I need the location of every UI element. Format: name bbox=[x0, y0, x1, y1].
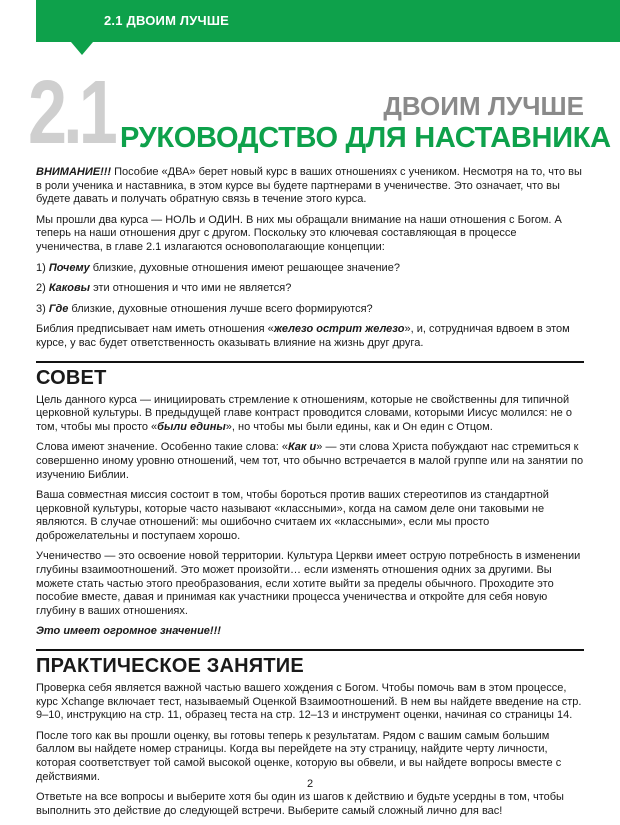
advice-paragraph-3: Ваша совместная миссия состоит в том, чтобы бороться против ваших стереотипов из стандартной церковной культуры, которые часто называют «классными», когда на самом деле они таковыми не являются. В случае отношений: мы ошибочно считаем их «классными», если мы просто доброжелательны и поступаем хорошо. bbox=[36, 489, 549, 542]
section-label: 2.1 ДВОИМ ЛУЧШЕ bbox=[104, 13, 229, 28]
section-divider bbox=[36, 649, 584, 651]
intro-paragraph: Мы прошли два курса — НОЛЬ и ОДИН. В них мы обращали внимание на наши отношения с Богом. А теперь на наши отношения друг с другом. Поскольку это ключевая составляющая в процессе ученичества, в главе 2.1 излагаются основополагающие концепции: bbox=[36, 213, 562, 253]
chapter-title: ДВОИМ ЛУЧШЕ bbox=[383, 91, 584, 121]
advice-emphasis: Это имеет огромное значение!!! bbox=[36, 625, 221, 638]
question-3: 3) Где близкие, духовные отношения лучше всего формируются? bbox=[36, 302, 373, 315]
page-body bbox=[36, 166, 584, 825]
section-divider bbox=[36, 361, 584, 363]
attention-label: ВНИМАНИЕ!!! bbox=[36, 166, 112, 178]
advice-paragraph-4: Ученичество — это освоение новой территории. Культура Церкви имеет острую потребность в изменении глубины взаимоотношений. Это может произойти… если изменять отношения одних за другими. Вы можете стать частью этого преобразования, если хотите выйти за пределы обычного. Проходите это пособие вместе, давая и принимая как участники процесса ученичества и откройте для себя новую глубину в ваших отношениях. bbox=[36, 550, 581, 617]
advice-paragraph-2: Слова имеют значение. Особенно такие слова: «Как и» — эти слова Христа побуждают нас стремиться к совершенно иному уровню отношений, чем тот, что обычно встречается в малой группе или на занятии по изучению Библии. bbox=[36, 441, 584, 481]
chapter-number: 2.1 bbox=[28, 63, 114, 163]
chapter-subtitle: РУКОВОДСТВО ДЛЯ НАСТАВНИКА bbox=[120, 122, 611, 154]
intro-attention: ВНИМАНИЕ!!! Пособие «ДВА» берет новый курс в ваших отношениях с учеником. Несмотря на то, что вы в роли ученика и наставника, в этом курсе вы будете партнерами в ученичестве. Это означает, что вы будете давать и получать обратную связь в течение этого курса. bbox=[36, 166, 582, 206]
practice-paragraph-2: После того как вы прошли оценку, вы готовы теперь к результатам. Рядом с вашим самым большим баллом вы найдете номер страницы. Когда вы перейдете на эту страницу, найдите черту личности, которая соответствует той самой высокой оценке, которую вы обвели, и вы найдете вопросы вместе с действиями. bbox=[36, 729, 562, 783]
page-number: 2 bbox=[306, 778, 314, 790]
practice-heading: ПРАКТИЧЕСКОЕ ЗАНЯТИЕ bbox=[36, 655, 304, 678]
question-1: 1) Почему близкие, духовные отношения имеют решающее значение? bbox=[36, 261, 400, 274]
header-pointer bbox=[71, 42, 93, 55]
intro-iron-paragraph: Библия предписывает нам иметь отношения «железо острит железо», и, сотрудничая вдвоем в этом курсе, у вас будет ответственность оказывать влияние на жизнь друг друга. bbox=[36, 323, 570, 349]
section-header-bar bbox=[36, 0, 620, 42]
practice-paragraph-1: Проверка себя является важной частью вашего хождения с Богом. Чтобы помочь вам в этом процессе, курс Xchange включает тест, называемый Оценкой Взаимоотношений. В нем вы найдете введение на стр. 9–10, инструкцию на стр. 11, образец теста на стр. 12–13 и инструмент оценки, начиная со страницы 14. bbox=[36, 682, 582, 722]
advice-paragraph-1: Цель данного курса — инициировать стремление к отношениям, которые не свойственны для типичной церковной культуры. В предыдущей главе контраст проводится словами, которыми Иисус молился: не о том, чтобы мы просто «были едины», но чтобы мы были едины, как и Он един с Отцом. bbox=[36, 393, 572, 433]
practice-paragraph-3: Ответьте на все вопросы и выберите хотя бы один из шагов к действию и будьте усердны в том, чтобы выполнить это действие до следующей встречи. Выберите самый сложный лично для вас! bbox=[36, 791, 564, 817]
advice-heading: СОВЕТ bbox=[36, 366, 107, 389]
question-2: 2) Каковы эти отношения и что ими не является? bbox=[36, 282, 292, 295]
